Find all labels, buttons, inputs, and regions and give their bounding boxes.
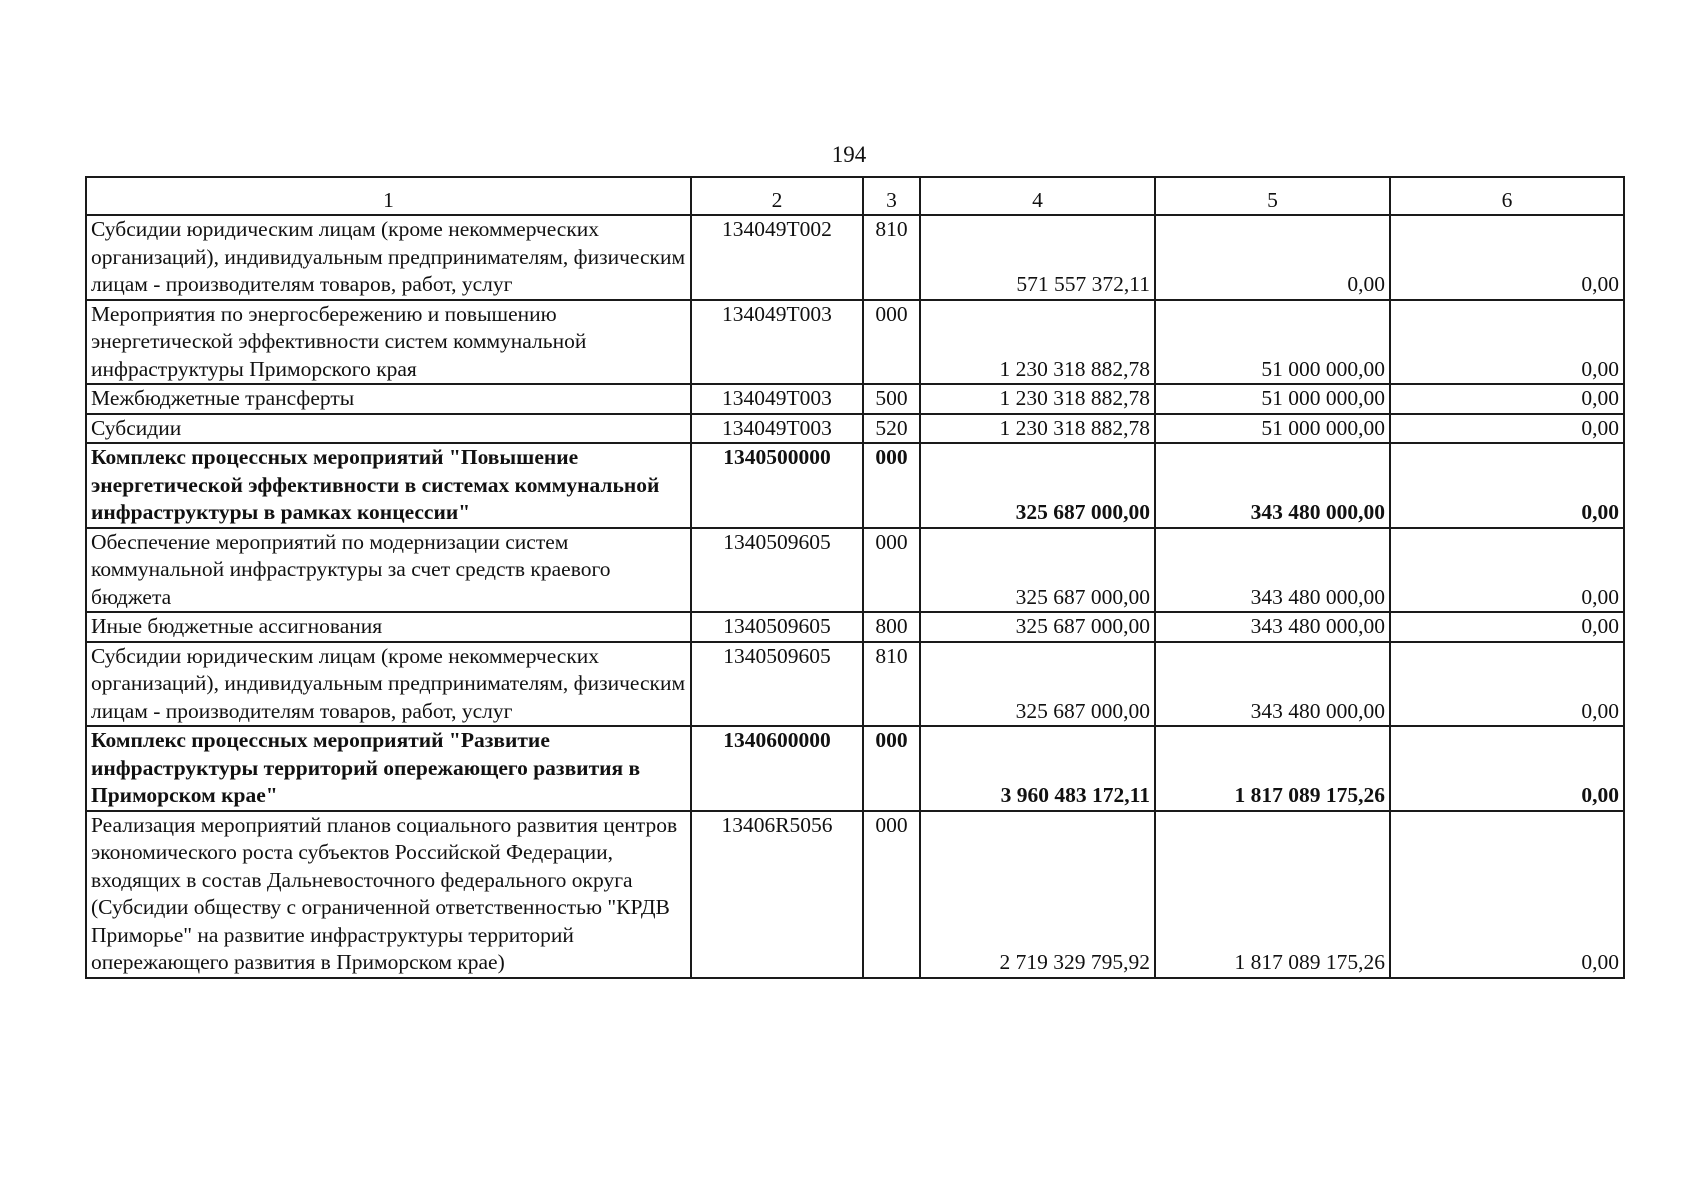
column-header-5: 5 bbox=[1155, 177, 1390, 215]
row-value-col4: 3 960 483 172,11 bbox=[920, 726, 1155, 811]
column-header-6: 6 bbox=[1390, 177, 1624, 215]
row-value-col5: 1 817 089 175,26 bbox=[1155, 726, 1390, 811]
table-row bbox=[86, 414, 1624, 444]
column-header-4: 4 bbox=[920, 177, 1155, 215]
row-value-col6: 0,00 bbox=[1390, 726, 1624, 811]
table-row bbox=[86, 443, 1624, 528]
row-name-cell: Обеспечение мероприятий по модернизации систем коммунальной инфраструктуры за счет средств краевого бюджета bbox=[86, 528, 691, 613]
row-code-cell: 134049Т003 bbox=[691, 384, 863, 414]
row-value-col6: 0,00 bbox=[1390, 612, 1624, 642]
row-kind-cell: 500 bbox=[863, 384, 920, 414]
row-value-col4: 325 687 000,00 bbox=[920, 612, 1155, 642]
row-value-col4: 1 230 318 882,78 bbox=[920, 414, 1155, 444]
table-row bbox=[86, 726, 1624, 811]
row-value-col4: 325 687 000,00 bbox=[920, 642, 1155, 727]
row-kind-cell: 000 bbox=[863, 300, 920, 385]
row-value-col6: 0,00 bbox=[1390, 414, 1624, 444]
row-value-col4: 2 719 329 795,92 bbox=[920, 811, 1155, 978]
row-value-col5: 0,00 bbox=[1155, 215, 1390, 300]
row-code-cell: 134049Т003 bbox=[691, 414, 863, 444]
table-row bbox=[86, 384, 1624, 414]
page-number: 194 bbox=[831, 142, 867, 167]
row-value-col6: 0,00 bbox=[1390, 384, 1624, 414]
row-code-cell: 1340509605 bbox=[691, 528, 863, 613]
row-value-col5: 51 000 000,00 bbox=[1155, 414, 1390, 444]
table-row bbox=[86, 300, 1624, 385]
row-value-col4: 325 687 000,00 bbox=[920, 528, 1155, 613]
row-name-cell: Комплекс процессных мероприятий "Развитие инфраструктуры территорий опережающего развития в Приморском крае" bbox=[86, 726, 691, 811]
row-code-cell: 134049Т003 bbox=[691, 300, 863, 385]
row-value-col5: 51 000 000,00 bbox=[1155, 384, 1390, 414]
row-value-col6: 0,00 bbox=[1390, 443, 1624, 528]
row-value-col5: 343 480 000,00 bbox=[1155, 528, 1390, 613]
row-name-cell: Иные бюджетные ассигнования bbox=[86, 612, 691, 642]
header-row bbox=[86, 177, 1624, 215]
row-kind-cell: 000 bbox=[863, 726, 920, 811]
row-value-col6: 0,00 bbox=[1390, 528, 1624, 613]
table-row bbox=[86, 528, 1624, 613]
row-kind-cell: 810 bbox=[863, 215, 920, 300]
row-kind-cell: 000 bbox=[863, 811, 920, 978]
row-value-col5: 1 817 089 175,26 bbox=[1155, 811, 1390, 978]
row-code-cell: 1340600000 bbox=[691, 726, 863, 811]
row-name-cell: Межбюджетные трансферты bbox=[86, 384, 691, 414]
row-kind-cell: 800 bbox=[863, 612, 920, 642]
row-name-cell: Субсидии юридическим лицам (кроме некоммерческих организаций), индивидуальным предпринимателям, физическим лицам - производителям товаров, работ, услуг bbox=[86, 642, 691, 727]
row-value-col4: 1 230 318 882,78 bbox=[920, 300, 1155, 385]
row-value-col6: 0,00 bbox=[1390, 642, 1624, 727]
table-row bbox=[86, 642, 1624, 727]
row-value-col5: 51 000 000,00 bbox=[1155, 300, 1390, 385]
table-row bbox=[86, 811, 1624, 978]
budget-table bbox=[85, 176, 1625, 979]
row-value-col5: 343 480 000,00 bbox=[1155, 612, 1390, 642]
row-kind-cell: 000 bbox=[863, 443, 920, 528]
row-code-cell: 1340509605 bbox=[691, 642, 863, 727]
row-name-cell: Субсидии bbox=[86, 414, 691, 444]
row-code-cell: 1340500000 bbox=[691, 443, 863, 528]
row-name-cell: Мероприятия по энергосбережению и повышению энергетической эффективности систем коммунальной инфраструктуры Приморского края bbox=[86, 300, 691, 385]
column-header-2: 2 bbox=[691, 177, 863, 215]
row-code-cell: 134049Т002 bbox=[691, 215, 863, 300]
column-header-1: 1 bbox=[86, 177, 691, 215]
column-header-3: 3 bbox=[863, 177, 920, 215]
row-value-col5: 343 480 000,00 bbox=[1155, 642, 1390, 727]
row-value-col4: 571 557 372,11 bbox=[920, 215, 1155, 300]
row-code-cell: 13406R5056 bbox=[691, 811, 863, 978]
row-name-cell: Реализация мероприятий планов социального развития центров экономического роста субъектов Российской Федерации, входящих в состав Дальневосточного федерального округа (Субсидии обществу с ограниченной ответственностью "КРДВ Приморье" на развитие инфраструктуры территорий опережающего развития в Приморском крае) bbox=[86, 811, 691, 978]
row-kind-cell: 810 bbox=[863, 642, 920, 727]
row-name-cell: Субсидии юридическим лицам (кроме некоммерческих организаций), индивидуальным предпринимателям, физическим лицам - производителям товаров, работ, услуг bbox=[86, 215, 691, 300]
row-value-col6: 0,00 bbox=[1390, 215, 1624, 300]
row-kind-cell: 000 bbox=[863, 528, 920, 613]
row-value-col4: 1 230 318 882,78 bbox=[920, 384, 1155, 414]
table-header bbox=[86, 177, 1624, 215]
table-body bbox=[86, 215, 1624, 978]
row-kind-cell: 520 bbox=[863, 414, 920, 444]
table-row bbox=[86, 215, 1624, 300]
table-row bbox=[86, 612, 1624, 642]
row-value-col6: 0,00 bbox=[1390, 300, 1624, 385]
row-value-col4: 325 687 000,00 bbox=[920, 443, 1155, 528]
row-value-col5: 343 480 000,00 bbox=[1155, 443, 1390, 528]
row-name-cell: Комплекс процессных мероприятий "Повышение энергетической эффективности в системах коммунальной инфраструктуры в рамках концессии" bbox=[86, 443, 691, 528]
row-value-col6: 0,00 bbox=[1390, 811, 1624, 978]
row-code-cell: 1340509605 bbox=[691, 612, 863, 642]
